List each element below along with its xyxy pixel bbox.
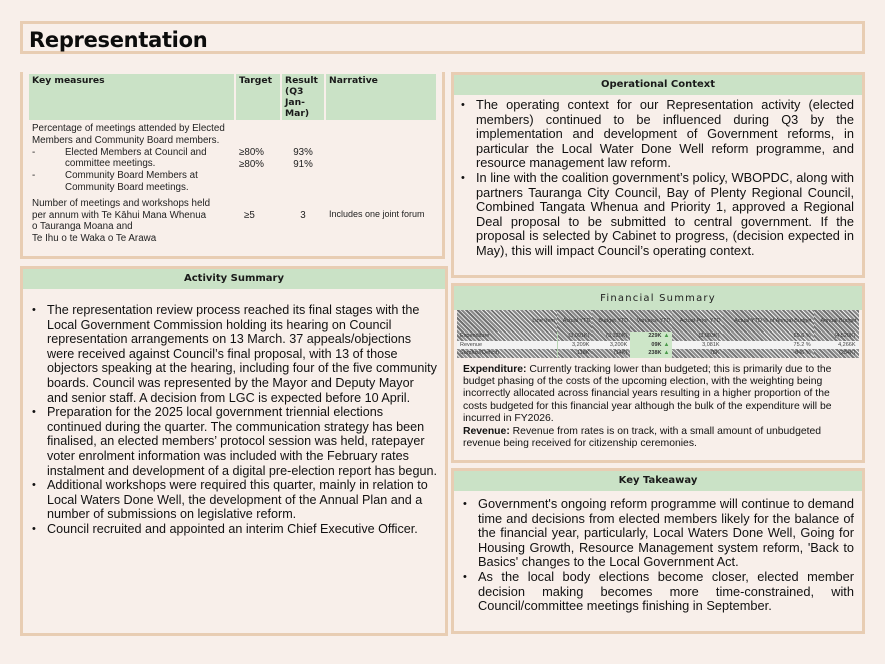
revenue-note: Revenue from rates is on track, with a small amount of unbudgeted revenue being received for citizenship ceremonies. (463, 425, 822, 449)
header-result-line: Result (285, 75, 318, 86)
activity-summary-heading: Activity Summary (23, 269, 445, 289)
fin-pct: -846 % (723, 349, 814, 358)
fin-prior: 3,081K (672, 341, 722, 350)
fin-col-header: Annual Budget (814, 310, 859, 332)
fin-row-expenditure[interactable] (457, 332, 859, 341)
header-result-line: (Q3 (285, 86, 304, 97)
target-cell (236, 120, 280, 195)
fin-variance (630, 341, 672, 350)
fin-line-item: Revenue (457, 341, 557, 350)
list-item: • In line with the coalition government’s policy, WBOPDC, along with partners Tauranga City Council, Bay of Plenty Regional Council, Combined Tangata Whenua and Priority 1, approved a Regional Deal proposal to be submitted to central government. If the proposal is selected by Cabinet to progress, (decision expected in May), this will impact Council’s operating context. (456, 171, 854, 259)
fin-budget: (3,320K) (592, 332, 630, 341)
fin-variance-value: 229K (648, 333, 662, 340)
header-key-measures: Key measures (29, 74, 234, 120)
operational-context-list (454, 95, 862, 259)
fin-variance-value: 09K (651, 341, 662, 348)
up-triangle-icon: ▲ (663, 350, 670, 357)
fin-budget: (14K) (592, 349, 630, 358)
sub-measure-text: Community Board Members at Community Board meetings. (65, 170, 198, 193)
measure-cell (29, 120, 234, 195)
fin-row-revenue[interactable] (457, 341, 859, 350)
table-row (29, 195, 436, 246)
target-value: ≥80% (239, 158, 264, 170)
result-cell: 3 (300, 209, 306, 221)
operational-context-heading: Operational Context (454, 75, 862, 95)
title-box (20, 21, 865, 54)
activity-summary-panel (20, 266, 448, 636)
header-result-line: Mar) (285, 108, 310, 119)
key-takeaway-list (454, 491, 862, 614)
key-takeaway-panel (451, 468, 865, 634)
fin-annual: 4,266K (814, 341, 859, 350)
list-item: • The operating context for our Representation activity (elected members) continued to be influenced during Q3 by the implementation and development of Government reforms, in particular the Local Water Done Well reform programme, and resource management law reform. (456, 98, 854, 171)
fin-variance (630, 332, 672, 341)
expenditure-label: Expenditure: (463, 363, 527, 375)
fin-budget: 3,200K (592, 341, 630, 350)
list-item: • Preparation for the 2025 local government triennial elections continued during the quarter. The communication strategy has been finalised, an elected members’ protocol session was held, ratepayer voter enrolment information was included with the February rates instalment and development of a digital pre-election report has begun. (27, 405, 437, 478)
narrative-cell (326, 120, 436, 195)
fin-col-header: Actual YTD % of Annual Budget (723, 310, 814, 332)
page-title: Representation (29, 28, 208, 52)
list-item: • Additional workshops were required this quarter, mainly in relation to Local Waters Done Well, the development of the Annual Plan and a number of submissions on legislative reform. (27, 478, 437, 522)
fin-actual: (3,091K) (557, 332, 592, 341)
financial-notes (454, 358, 862, 451)
fin-pct: 75.2 % (723, 341, 814, 350)
expenditure-note: Currently tracking lower than budgeted; this is primarily due to the budget phasing of the costs of the upcoming election, with the weighting being incorrectly allocated across financial years resulting in a higher proportion of the costs budgeted for this financial year although the bulk of the expenditure will be incurred in FY2026. (463, 363, 832, 425)
revenue-label: Revenue: (463, 425, 510, 437)
list-item: • Government's ongoing reform programme will continue to demand time and decisions from elected members likely for the balance of the financial year, particularly, Local Waters Done Well, Going for Housing Growth, Resource Management system reform, 'Back to Basics' changes to the Local Government Act. (458, 497, 854, 570)
up-triangle-icon: ▲ (663, 333, 670, 340)
dash-marker: - (32, 146, 36, 158)
fin-col-header: Variance YTD (630, 310, 672, 332)
header-narrative: Narrative (326, 74, 436, 120)
header-result-line: Jan- (285, 97, 305, 108)
header-result (282, 74, 324, 120)
fin-col-header: Actual YTD (557, 310, 592, 332)
key-takeaway-heading: Key Takeaway (454, 471, 862, 491)
fin-prior: (3,003K) (672, 332, 722, 341)
fin-annual: (4,520K) (814, 332, 859, 341)
fin-variance (630, 349, 672, 358)
fin-col-header: Budget YTD (592, 310, 630, 332)
target-cell: ≥5 (244, 209, 255, 221)
fin-col-header: Actual Prior YTD (672, 310, 722, 332)
fin-line-item: Surplus/(Deficit) (457, 349, 557, 358)
target-value: ≥80% (239, 147, 264, 158)
sub-measure-text: Elected Members at Council and committee meetings. (65, 146, 207, 170)
key-measures-table (27, 74, 438, 246)
financial-summary-heading: Financial Summary (454, 286, 862, 310)
financial-summary-panel (451, 283, 865, 463)
table-row (29, 120, 436, 195)
fin-prior: 78K (672, 349, 722, 358)
fin-variance-value: 238K (648, 350, 662, 357)
result-value: 93% (293, 147, 313, 158)
fin-row-surplus[interactable] (457, 349, 859, 358)
header-target: Target (236, 74, 280, 120)
narrative-cell: Includes one joint forum (329, 208, 425, 219)
list-item: • The representation review process reached its final stages with the Local Government Commission holding its hearing on Council representation arrangements on 13 March. 37 appeals/objections were received against Council’s final proposal, with 13 of those objectors speaking at the hearing, including four of the five community boards. Council was represented by the Mayor and Deputy Mayor and senior staff. A decision from LGC is expected before 10 April. (27, 303, 437, 405)
fin-annual: (254K) (814, 349, 859, 358)
sub-measure (32, 147, 231, 171)
dash-marker: - (32, 170, 36, 182)
fin-pct: 69.6 % (723, 332, 814, 341)
up-triangle-icon: ▲ (663, 341, 670, 348)
list-item: • As the local body elections become closer, elected member decision making becomes more time-constrained, with Council/committee meetings finishing in September. (458, 570, 854, 614)
fin-col-header: Line Item (457, 310, 557, 332)
fin-actual: 118K (557, 349, 592, 358)
measure-cell (29, 195, 234, 246)
key-measures-panel (20, 72, 445, 259)
measure-line: per annum with Te Kāhui Mana Whenua (32, 209, 207, 221)
activity-summary-list (23, 289, 445, 537)
fin-actual: 3,209K (557, 341, 592, 350)
measure-line: Number of meetings and workshops held (32, 197, 211, 209)
result-value: 91% (293, 158, 313, 170)
sub-measure (32, 170, 231, 194)
measure-line: Te Ihu o te Waka o Te Arawa (32, 233, 157, 245)
list-item: • Council recruited and appointed an interim Chief Executive Officer. (27, 522, 437, 537)
operational-context-panel (451, 72, 865, 278)
fin-line-item: Expenditure (457, 332, 557, 341)
financial-summary-table (457, 310, 859, 358)
measure-line: o Tauranga Moana and (32, 221, 133, 233)
measure-text: Percentage of meetings attended by Elected Members and Community Board members. (32, 123, 225, 146)
result-cell (282, 120, 324, 195)
